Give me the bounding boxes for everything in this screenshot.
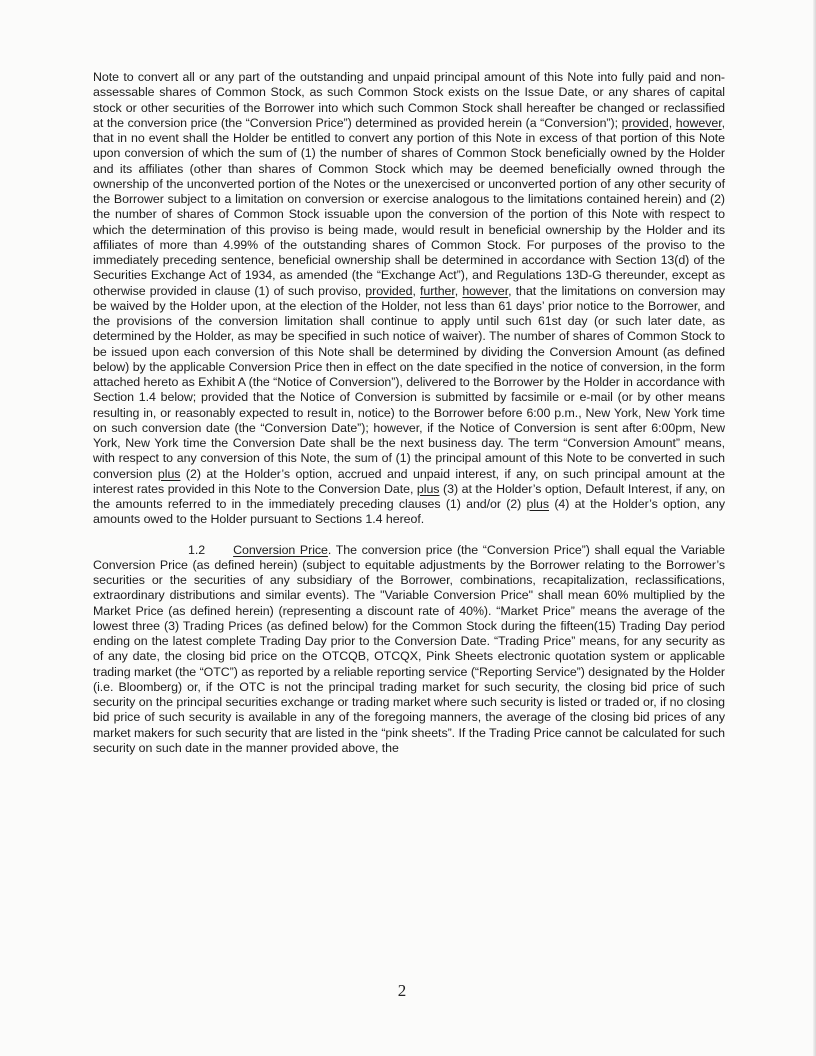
text-run: (2) at the Holder’s option, accrued and unpaid interest, if any, on such principal amount at the interest rates provided in this Note to the Conversion Date,: [93, 466, 725, 496]
section-heading: Conversion Price: [233, 542, 328, 557]
text-run: , that in no event shall the Holder be entitled to convert any portion of this Note in excess of that portion of this Note upon conversion of which the sum of (1) the number of shares of Common Stock beneficially owned by the Holder and its affiliates (other than shares of Common Stock which may be deemed beneficially owned through the ownership of the unconverted portion of the Notes or the unexercised or unconverted portion of any other security of the Borrower subject to a limitation on conversion or exercise analogous to the limitations contained herein) and (2) the number of shares of Common Stock issuable upon the conversion of the portion of this Note with respect to which the determination of this proviso is being made, would result in beneficial ownership by the Holder and its affiliates of more than 4.99% of the outstanding shares of Common Stock. For purposes of the proviso to the immediately preceding sentence, beneficial ownership shall be determined in accordance with Section 13(d) of the Securities Exchange Act of 1934, as amended (the “Exchange Act”), and Regulations 13D-G thereunder, except as otherwise provided in clause (1) of such proviso,: [93, 115, 725, 298]
text-run: , that the limitations on conversion may be waived by the Holder upon, at the election of the Holder, not less than 61 days’ prior notice to the Borrower, and the provisions of the conversion limitation shall continue to apply until such 61st day (or such later date, as determined by the Holder, as may be specified in such notice of waiver). The number of shares of Common Stock to be issued upon each conversion of this Note shall be determined by dividing the Conversion Amount (as defined below) by the applicable Conversion Price then in effect on the date specified in the notice of conversion, in the form attached hereto as Exhibit A (the “Notice of Conversion”), delivered to the Borrower by the Holder in accordance with Section 1.4 below; provided that the Notice of Conversion is submitted by facsimile or e-mail (or by other means resulting in, or reasonably expected to result in, notice) to the Borrower before 6:00 p.m., New York, New York time on such conversion date (the “Conversion Date”); however, if the Notice of Conversion is sent after 6:00pm, New York, New York time the Conversion Date shall be the next business day. The term “Conversion Amount” means, with respect to any conversion of this Note, the sum of (1) the principal amount of this Note to be converted in such conversion: [93, 283, 725, 481]
text-run: ,: [668, 115, 676, 130]
text-run: (4) at the Holder’s option, any amounts owed to the Holder pursuant to Sections 1.4 hereof.: [93, 497, 725, 527]
underlined-term: provided: [621, 115, 669, 130]
text-run: (3) at the Holder’s option, Default Interest, if any, on the amounts referred to in the immediately preceding clauses (1) and/or (2): [93, 481, 726, 511]
section-text: . The conversion price (the “Conversion Price”) shall equal the Variable Conversion Price (as defined herein) (subject to equitable adjustments by the Borrower relating to the Borrower’s securities or the securities of any subsidiary of the Borrower, combinations, recapitalization, reclassifications, extraordinary distributions and similar events). The "Variable Conversion Price" shall mean 60% multiplied by the Market Price (as defined herein) (representing a discount rate of 40%). “Market Price” means the average of the lowest three (3) Trading Prices (as defined below) for the Common Stock during the fifteen(15) Trading Day period ending on the latest complete Trading Day prior to the Conversion Date. “Trading Price” means, for any security as of any date, the closing bid price on the OTCQB, OTCQX, Pink Sheets electronic quotation system or applicable trading market (the “OTC”) as reported by a reliable reporting service (“Reporting Service”) designated by the Holder (i.e. Bloomberg) or, if the OTC is not the principal trading market for such security, the closing bid price of such security on the principal securities exchange or trading market where such security is listed or traded or, if no closing bid price of such security is available in any of the foregoing manners, the average of the closing bid prices of any market makers for such security that are listed in the “pink sheets”. If the Trading Price cannot be calculated for such security on such date in the manner provided above, the: [93, 542, 726, 755]
text-run: ,: [454, 283, 463, 298]
conversion-paragraph: [93, 70, 725, 528]
document-body: [93, 70, 725, 756]
underlined-term: plus: [526, 497, 550, 511]
page-number: 2: [397, 981, 407, 1000]
section-1-2-paragraph: [93, 543, 725, 757]
underlined-term: however: [675, 115, 722, 130]
underlined-term: plus: [416, 481, 440, 496]
underlined-term: plus: [157, 466, 181, 481]
text-run: Note to convert all or any part of the outstanding and unpaid principal amount of this Note into fully paid and non-assessable shares of Common Stock, as such Common Stock exists on the Issue Date, or any shares of capital stock or other securities of the Borrower into which such Common Stock shall hereafter be changed or reclassified at the conversion price (the “Conversion Price”) determined as provided herein (a “Conversion”);: [93, 70, 725, 130]
text-run: ,: [412, 283, 420, 298]
underlined-term: further: [420, 283, 455, 298]
section-number: 1.2: [188, 542, 206, 557]
underlined-term: provided: [365, 283, 413, 298]
underlined-term: however: [462, 283, 509, 298]
